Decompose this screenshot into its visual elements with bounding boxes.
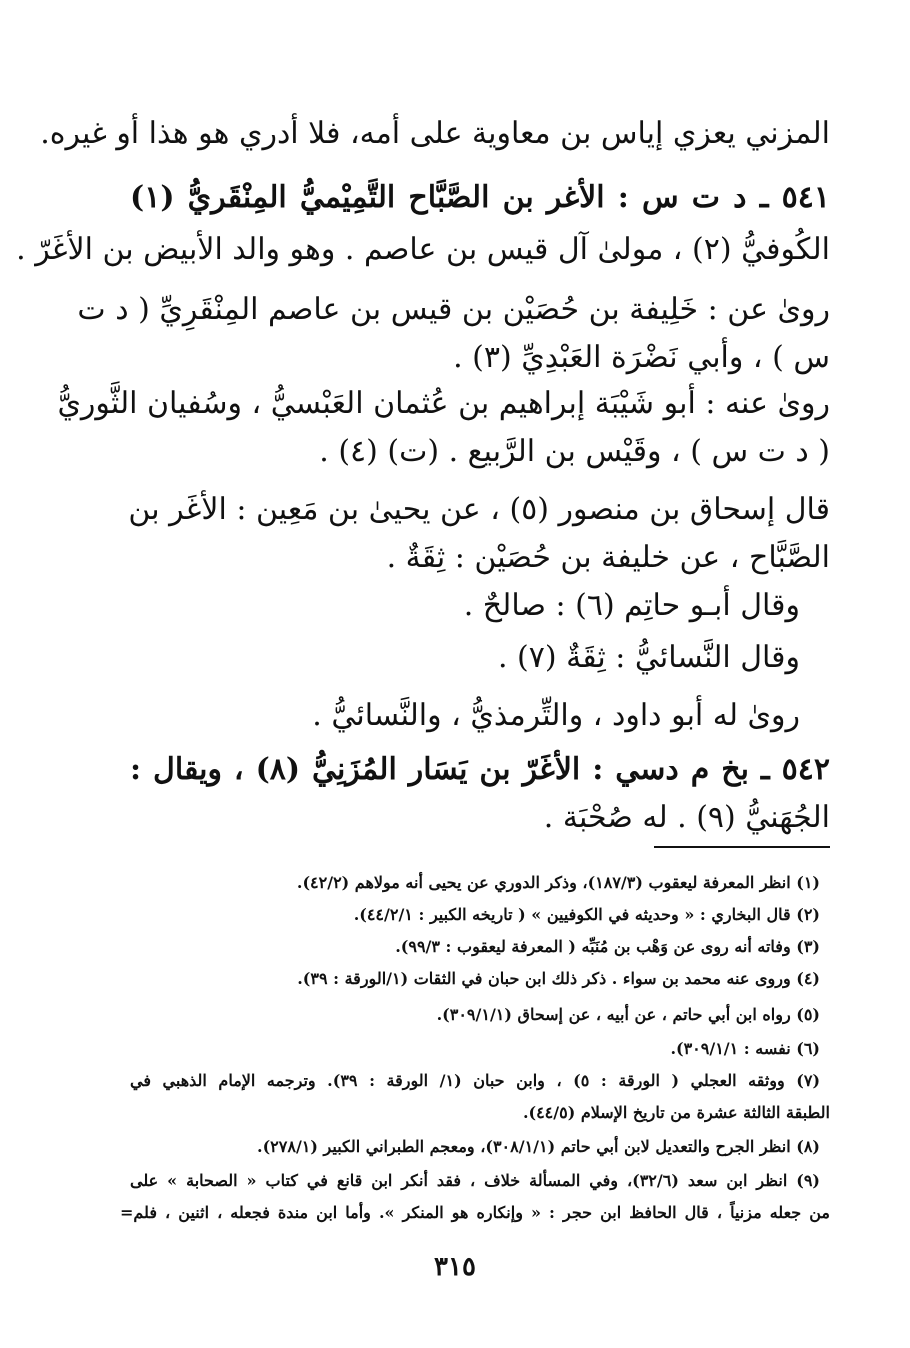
text-line: وقال النَّسائيُّ : ثِقَةٌ (٧) .	[497, 640, 800, 675]
text-line: روىٰ عن : خَلِيفة بن حُصَيْن بن قيس بن عاصم المِنْقَرِيِّ ( د ت	[77, 292, 830, 327]
entry-heading-542: ٥٤٢ ـ بخ م دسي : الأغَرّ بن يَسَار المُزَنِيُّ (٨) ، ويقال :	[130, 752, 830, 787]
footnote-line: (٦) نفسه : ٣٠٩/١/١).	[670, 1039, 820, 1058]
footnote-line: من جعله مزنياً ، قال الحافظ ابن حجر : « وإنكاره هو المنكر ». وأما ابن مندة فجعله ، اثنين ، فلم=	[120, 1203, 830, 1222]
footnote-line: (٥) رواه ابن أبي حاتم ، عن أبيه ، عن إسحاق (٣٠٩/١/١).	[436, 1005, 820, 1024]
footnote-line: (٨) انظر الجرح والتعديل لابن أبي حاتم (٣٠٨/١/١)، ومعجم الطبراني الكبير (٢٧٨/١).	[257, 1137, 820, 1156]
text-line: الصَّبَّاح ، عن خليفة بن حُصَيْن : ثِقَةٌ .	[386, 540, 830, 575]
footnote-line: (٤) وروى عنه محمد بن سواء . ذكر ذلك ابن حبان في الثقات (١/الورقة : ٣٩).	[297, 969, 820, 988]
text-line: قال إسحاق بن منصور (٥) ، عن يحيىٰ بن مَعِين : الأغَر بن	[128, 492, 830, 527]
footnote-line: الطبقة الثالثة عشرة من تاريخ الإسلام (٤٤/٥).	[522, 1103, 830, 1122]
footnote-line: (٢) قال البخاري : « وحديثه في الكوفيين » ( تاريخه الكبير : ٤٤/٢/١).	[353, 905, 820, 924]
text-line: ( د ت س ) ، وقَيْس بن الرَّبيع . (ت) (٤) .	[319, 434, 830, 469]
footnote-line: (١) انظر المعرفة ليعقوب (١٨٧/٣)، وذكر الدوري عن يحيى أنه مولاهم (٤٢/٢).	[296, 873, 820, 892]
text-line: روىٰ عنه : أبو شَيْبَة إبراهيم بن عُثمان العَبْسيُّ ، وسُفيان الثَّوريُّ	[57, 386, 830, 421]
text-line: روىٰ له أبو داود ، والتِّرمذيُّ ، والنَّسائيُّ .	[312, 698, 800, 733]
footnote-line: (٧) ووثقه العجلي ( الورقة : ٥) ، وابن حبان (١/ الورقة : ٣٩). وترجمه الإمام الذهبي في	[130, 1071, 821, 1090]
text-line: س ) ، وأبي نَضْرَة العَبْدِيِّ (٣) .	[453, 340, 830, 375]
text-line: المزني يعزي إياس بن معاوية على أمه، فلا أدري هو هذا أو غيره.	[40, 116, 830, 151]
text-line: الكُوفيُّ (٢) ، مولىٰ آل قيس بن عاصم . وهو والد الأبيض بن الأغَرّ .	[16, 232, 830, 267]
text-line: الجُهَنيُّ (٩) . له صُحْبَة .	[543, 800, 830, 835]
footnote-line: (٣) وفاته أنه روى عن وَهْب بن مُنَبِّه ( المعرفة ليعقوب : ٩٩/٣).	[395, 937, 820, 956]
text-line: وقال أبـو حاتِم (٦) : صالحٌ .	[463, 588, 800, 623]
entry-heading-541: ٥٤١ ـ د ت س : الأغر بن الصَّبَّاح التَّمِيْميُّ المِنْقَريُّ (١)	[130, 180, 830, 215]
footnote-separator	[654, 846, 830, 848]
footnote-line: (٩) انظر ابن سعد (٣٢/٦)، وفي المسألة خلاف ، فقد أنكر ابن قانع في كتاب « الصحابة » على	[130, 1171, 820, 1190]
page-number: ٣١٥	[434, 1252, 476, 1282]
